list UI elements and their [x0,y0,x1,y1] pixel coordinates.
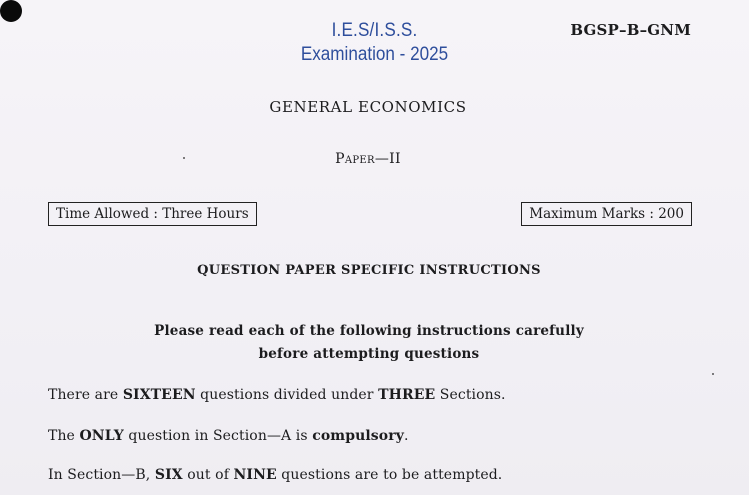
instruction-bold: ONLY [79,428,124,444]
paper-speck [712,373,714,375]
instruction-text: Sections. [435,387,506,403]
exam-name: I.E.S/I.S.S. [331,20,418,41]
subject-title: GENERAL ECONOMICS [269,98,467,116]
instruction-text: questions are to be attempted. [276,467,503,483]
read-instructions-line-2: before attempting questions [258,346,480,362]
instruction-sections [48,387,506,403]
paper-code: BGSP–B–GNM [570,21,691,39]
instruction-text: The [48,428,80,444]
instructions-heading: QUESTION PAPER SPECIFIC INSTRUCTIONS [197,263,541,278]
instruction-text: question in Section—A is [123,428,313,444]
instruction-text: out of [182,467,234,483]
instruction-bold: THREE [378,387,436,403]
exam-year: Examination - 2025 [300,44,449,65]
instruction-section-b [48,467,502,483]
instruction-bold: SIX [154,467,183,483]
instruction-text: There are [48,387,123,403]
paper-speck [183,157,185,159]
instruction-text: In Section—B, [48,467,155,483]
paper-number [0,151,736,167]
instruction-section-a [48,428,409,444]
instruction-bold: SIXTEEN [122,387,196,403]
instruction-text: . [403,428,409,444]
punch-hole [0,0,22,22]
read-instructions-line-1: Please read each of the following instructions carefully [154,323,584,339]
instruction-text: questions divided under [195,387,379,403]
paper-number-text: Paper—II [335,151,401,167]
maximum-marks-box: Maximum Marks : 200 [521,202,692,226]
time-allowed-box: Time Allowed : Three Hours [48,202,257,226]
instruction-bold: NINE [233,467,277,483]
instruction-bold: compulsory [312,428,404,444]
